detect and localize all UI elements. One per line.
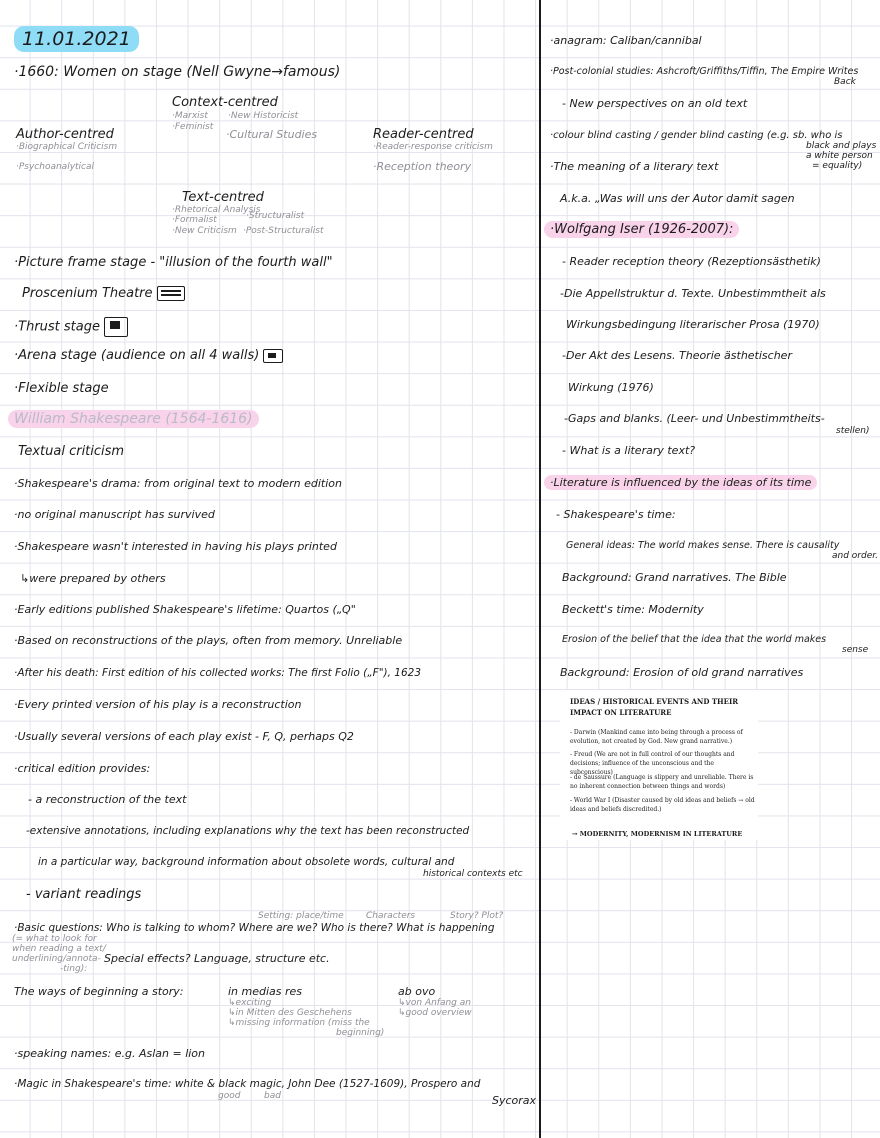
insert-heading: IDEAS / HISTORICAL EVENTS AND THEIR IMPACT ON LITERATURE [570, 697, 739, 717]
basic-questions: ·Basic questions: Who is talking to whom? Where are we? Who is there? What is happening [14, 922, 495, 934]
arena-stage-icon [263, 349, 283, 363]
background-erosion: Background: Erosion of old grand narratives [560, 666, 804, 679]
context-centred: Context-centred [172, 95, 278, 110]
new-criticism: ·New Criticism [172, 226, 237, 236]
ting: -ting): [60, 964, 88, 974]
reader-centred: Reader-centred [373, 127, 474, 142]
reader-reception-theory: - Reader reception theory (Rezeptionsästhetik) [562, 255, 821, 268]
shakespeare-heading: William Shakespeare (1564-1616) [8, 411, 259, 427]
new-historicist: ·New Historicist [228, 111, 299, 121]
flexible-stage: ·Flexible stage [14, 381, 109, 396]
appellstruktur: -Die Appellstruktur d. Texte. Unbestimmtheit als [560, 287, 826, 300]
when-reading-a-text: when reading a text/ [12, 944, 106, 954]
missing-info-note: ↳missing information (miss the [228, 1018, 370, 1028]
extensive-annotations: -extensive annotations, including explanations why the text has been reconstructed [26, 825, 470, 837]
thrust-stage: ·Thrust stage [14, 317, 128, 337]
prepared-by-others: ↳were prepared by others [20, 572, 166, 585]
special-effects: Special effects? Language, structure etc. [104, 952, 330, 965]
sense-note: sense [842, 645, 869, 655]
biographical-criticism: ·Biographical Criticism [16, 142, 118, 152]
setting-note: Setting: place/time [258, 911, 344, 921]
sycorax: Sycorax [492, 1094, 537, 1107]
structuralist: ·Structuralist [246, 211, 305, 221]
column-divider [539, 0, 541, 1138]
good-overview-note: ↳good overview [398, 1008, 472, 1018]
insert-item-world-war: - World War I (Disaster caused by old ideas and beliefs → old ideas and beliefs discredited.) [570, 797, 755, 813]
usually-several-versions: ·Usually several versions of each play exist - F, Q, perhaps Q2 [14, 730, 354, 743]
in-medias-res: in medias res [228, 985, 303, 998]
becketts-time: Beckett's time: Modernity [562, 603, 704, 616]
note-1660: ·1660: Women on stage (Nell Gwyne→famous) [14, 64, 341, 80]
early-editions: ·Early editions published Shakespeare's lifetime: Quartos („Q" [14, 603, 356, 616]
beginning-note: beginning) [336, 1028, 385, 1038]
what-to-look-for: (= what to look for [12, 934, 97, 944]
feminist: ·Feminist [172, 122, 214, 132]
white-person-note: a white person [806, 151, 873, 161]
anagram: ·anagram: Caliban/cannibal [550, 34, 702, 47]
no-original-manuscript: ·no original manuscript has survived [14, 508, 215, 521]
text-centred: Text-centred [182, 190, 264, 205]
new-perspectives: - New perspectives on an old text [562, 97, 748, 110]
date-heading: 11.01.2021 [14, 27, 139, 51]
general-ideas: General ideas: The world makes sense. There is causality [566, 540, 840, 551]
arena-stage: ·Arena stage (audience on all 4 walls) [14, 348, 283, 364]
ways-of-beginning: The ways of beginning a story: [14, 985, 184, 998]
proscenium-stage-icon [157, 286, 185, 301]
bad-note: bad [264, 1091, 281, 1101]
gaps-and-blanks: -Gaps and blanks. (Leer- und Unbestimmtheits- [564, 412, 825, 425]
what-is-literary-text: - What is a literary text? [562, 444, 696, 457]
der-akt-des-lesens: -Der Akt des Lesens. Theorie ästhetischer [562, 349, 792, 362]
not-interested-printed: ·Shakespeare wasn't interested in having his plays printed [14, 540, 337, 553]
reception-theory: ·Reception theory [373, 160, 472, 173]
insert-footer: → MODERNITY, MODERNISM IN LITERATURE [572, 830, 743, 838]
critical-edition: ·critical edition provides: [14, 762, 151, 775]
insert-item-saussure: - de Saussure (Language is slippery and unreliable. There is no inherent connection between things and words) [570, 774, 754, 790]
background-grand-narratives: Background: Grand narratives. The Bible [562, 571, 787, 584]
in-mitten-note: ↳in Mitten des Geschehens [228, 1008, 352, 1018]
marxist: ·Marxist [172, 111, 208, 121]
proscenium-theatre: Proscenium Theatre [22, 286, 185, 302]
and-order-note: and order. [832, 551, 878, 561]
psychoanalytical: ·Psychoanalytical [16, 162, 95, 172]
textual-criticism: Textual criticism [18, 444, 125, 459]
cultural-studies: ·Cultural Studies [226, 128, 318, 141]
post-colonial-studies: ·Post-colonial studies: Ashcroft/Griffiths/Tiffin, The Empire Writes [550, 66, 859, 77]
colour-blind-casting: ·colour blind casting / gender blind casting (e.g. sb. who is [550, 130, 843, 141]
characters-note: Characters [366, 911, 416, 921]
stellen-note: stellen) [836, 426, 870, 436]
particular-way: in a particular way, background information about obsolete words, cultural and [38, 856, 455, 868]
back-note: Back [834, 77, 856, 87]
shakespeares-time: - Shakespeare's time: [556, 508, 676, 521]
variant-readings: - variant readings [26, 887, 142, 902]
wirkung-1976: Wirkung (1976) [568, 381, 654, 394]
literature-influenced: ·Literature is influenced by the ideas of its time [544, 476, 817, 489]
black-plays-note: black and plays [806, 141, 877, 151]
speaking-names: ·speaking names: e.g. Aslan = lion [14, 1047, 206, 1060]
magic-shakespeare: ·Magic in Shakespeare's time: white & black magic, John Dee (1527-1609), Prospero and [14, 1078, 481, 1090]
insert-item-darwin: - Darwin (Mankind came into being through a process of evolution, not created by God. New grand narrative.) [570, 729, 743, 745]
reader-response: ·Reader-response criticism [373, 142, 493, 152]
exciting-note: ↳exciting [228, 998, 272, 1008]
picture-frame-stage: ·Picture frame stage - "illusion of the fourth wall" [14, 255, 333, 270]
shakespeare-drama: ·Shakespeare's drama: from original text to modern edition [14, 477, 342, 490]
aka-autor: A.k.a. „Was will uns der Autor damit sagen [560, 192, 795, 205]
story-plot-note: Story? Plot? [450, 911, 504, 921]
based-on-reconstructions: ·Based on reconstructions of the plays, often from memory. Unreliable [14, 634, 403, 647]
underlining-annotating: underlining/annota- [12, 954, 101, 964]
insert-item-freud: - Freud (We are not in full control of our thoughts and decisions; influence of the unconscious and the subconscious) [570, 751, 735, 776]
wirkungsbedingung: Wirkungsbedingung literarischer Prosa (1970) [566, 318, 820, 331]
meaning-literary-text: ·The meaning of a literary text [550, 160, 719, 173]
rhetorical-analysis: ·Rhetorical Analysis [172, 205, 261, 215]
von-anfang-note: ↳von Anfang an [398, 998, 471, 1008]
post-structuralist: ·Post-Structuralist [243, 226, 324, 236]
wolfgang-iser-heading: ·Wolfgang Iser (1926-2007): [544, 222, 739, 238]
author-centred: Author-centred [16, 127, 114, 142]
printed-insert [560, 690, 758, 840]
thrust-stage-icon [104, 317, 128, 337]
good-note: good [218, 1091, 241, 1101]
reconstruction-of-text: - a reconstruction of the text [28, 793, 187, 806]
after-his-death: ·After his death: First edition of his collected works: The first Folio („F"), 1623 [14, 667, 422, 679]
ab-ovo: ab ovo [398, 985, 436, 998]
erosion-of-belief: Erosion of the belief that the idea that the world makes [562, 634, 827, 645]
formalist: ·Formalist [172, 215, 217, 225]
every-printed-version: ·Every printed version of his play is a reconstruction [14, 698, 302, 711]
equality-note: = equality) [812, 161, 863, 171]
historical-contexts: historical contexts etc [423, 869, 523, 879]
